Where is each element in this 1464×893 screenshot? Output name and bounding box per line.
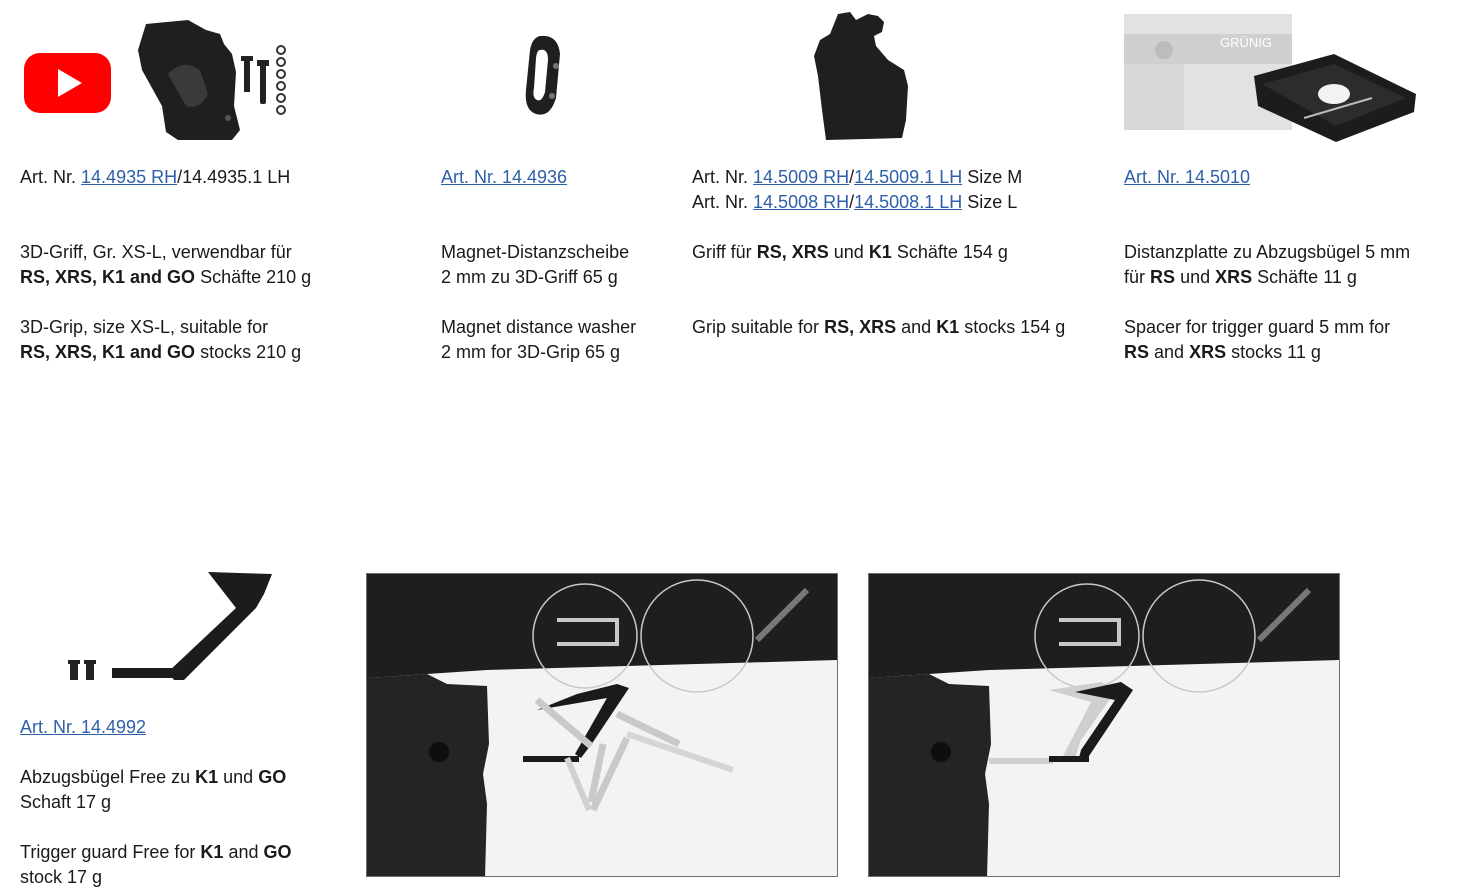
description-line — [20, 265, 311, 290]
article-separator: / — [849, 192, 855, 212]
article-link-14-5008-1-lh[interactable]: 14.5008.1 LH — [854, 192, 963, 212]
description-line: Spacer for trigger guard 5 mm for — [1124, 317, 1391, 337]
description-english — [1124, 315, 1390, 365]
weight-text: stocks 210 g — [200, 342, 302, 362]
grip-product-image — [806, 10, 918, 144]
stock-type: RS — [1150, 267, 1176, 287]
trigger-guard-adjustment-photo — [366, 573, 838, 877]
stock-type: XRS — [1215, 267, 1253, 287]
text: und — [223, 767, 254, 787]
description-line: Distanzplatte zu Abzugsbügel 5 mm — [1124, 242, 1411, 262]
size-label: Size L — [967, 192, 1018, 212]
weight-text: Schäfte 154 g — [896, 242, 1008, 262]
text: Grip suitable for — [692, 317, 820, 337]
article-number-line — [20, 715, 146, 740]
weight-text: Schäfte 11 g — [1257, 267, 1357, 287]
description-line — [1124, 265, 1410, 290]
stock-type: K1 — [868, 242, 892, 262]
article-number-line — [692, 165, 1022, 190]
3d-grip-product-image — [128, 14, 290, 144]
text: and — [1154, 342, 1185, 362]
description-german — [1124, 240, 1410, 290]
description-line: Magnet-Distanzscheibe — [441, 242, 630, 262]
article-link-14-4992[interactable]: Art. Nr. 14.4992 — [20, 717, 147, 737]
article-link-14-4935-rh[interactable]: 14.4935 RH — [81, 167, 178, 187]
size-label: Size M — [967, 167, 1023, 187]
article-number-line — [692, 190, 1017, 215]
article-prefix: Art. Nr. — [692, 192, 749, 212]
compatible-stocks: RS, XRS, K1 and GO — [20, 267, 196, 287]
article-prefix: Art. Nr. — [692, 167, 749, 187]
stock-type: K1 — [200, 842, 224, 862]
article-link-14-5009-1-lh[interactable]: 14.5009.1 LH — [854, 167, 963, 187]
article-lh-number: 14.4935.1 LH — [182, 167, 291, 187]
description-line — [692, 240, 1008, 265]
stock-type: XRS — [1189, 342, 1227, 362]
stock-type: K1 — [936, 317, 960, 337]
stock-type: RS, XRS — [824, 317, 897, 337]
text: Trigger guard Free for — [20, 842, 196, 862]
article-prefix: Art. Nr. — [20, 167, 77, 187]
description-english — [692, 315, 1065, 340]
text: und — [833, 242, 864, 262]
description-german — [20, 240, 311, 290]
description-english — [441, 315, 636, 365]
stock-type: RS — [1124, 342, 1150, 362]
weight-text: stocks 11 g — [1231, 342, 1321, 362]
weight-text: Schäfte 210 g — [200, 267, 312, 287]
magnet-washer-product-image — [518, 30, 568, 122]
text: and — [901, 317, 932, 337]
article-separator: / — [177, 167, 183, 187]
text: and — [228, 842, 259, 862]
photo-brand-text: GRÜNIG — [1220, 35, 1272, 50]
stock-type: K1 — [195, 767, 219, 787]
article-link-14-4936[interactable]: Art. Nr. 14.4936 — [441, 167, 568, 187]
spacer-plate-product-image — [1124, 14, 1418, 144]
text: und — [1180, 267, 1211, 287]
description-line: 3D-Grip, size XS-L, suitable for — [20, 317, 269, 337]
stock-type: RS, XRS — [756, 242, 829, 262]
description-line: Magnet distance washer — [441, 317, 637, 337]
stock-type: GO — [263, 842, 292, 862]
weight-text: stocks 154 g — [964, 317, 1066, 337]
article-separator: / — [849, 167, 855, 187]
compatible-stocks: RS, XRS, K1 and GO — [20, 342, 196, 362]
description-line — [692, 315, 1065, 340]
description-line: 2 mm zu 3D-Griff 65 g — [441, 267, 618, 287]
trigger-guard-product-image — [64, 568, 276, 686]
youtube-play-icon — [24, 53, 111, 113]
description-english — [20, 315, 301, 365]
article-link-14-5010[interactable]: Art. Nr. 14.5010 — [1124, 167, 1251, 187]
article-number-line — [441, 165, 567, 190]
text: Abzugsbügel Free zu — [20, 767, 191, 787]
description-english — [20, 840, 292, 890]
description-line: stock 17 g — [20, 867, 103, 887]
description-german — [441, 240, 629, 290]
description-line — [20, 765, 286, 790]
article-number-line — [1124, 165, 1250, 190]
article-link-14-5008-rh[interactable]: 14.5008 RH — [753, 192, 850, 212]
stock-type: GO — [258, 767, 287, 787]
description-line: Schaft 17 g — [20, 792, 112, 812]
text: für — [1124, 267, 1146, 287]
article-number-line — [20, 165, 290, 190]
trigger-guard-spacer-photo — [868, 573, 1340, 877]
article-link-14-5009-rh[interactable]: 14.5009 RH — [753, 167, 850, 187]
description-line — [20, 840, 292, 865]
youtube-video-button[interactable] — [24, 53, 111, 113]
text: Griff für — [692, 242, 752, 262]
description-line — [20, 340, 301, 365]
description-line: 3D-Griff, Gr. XS-L, verwendbar für — [20, 242, 292, 262]
description-german — [20, 765, 286, 815]
description-german — [692, 240, 1008, 265]
description-line: 2 mm for 3D-Grip 65 g — [441, 342, 621, 362]
description-line — [1124, 340, 1390, 365]
